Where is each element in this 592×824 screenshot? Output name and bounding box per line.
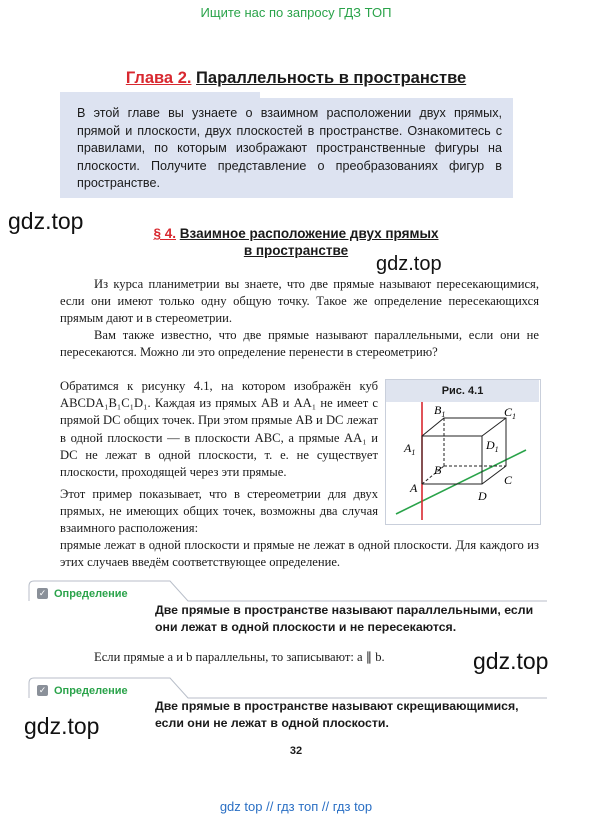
paragraph-2-text: Вам также известно, что две прямые называют параллельными, если они не пересекаются. Можно ли это определение перенести в стереометрию? xyxy=(60,328,539,360)
definition-1-header xyxy=(37,584,128,602)
bottom-banner[interactable]: gdz top // гдз топ // гдз top xyxy=(219,799,373,814)
page-number: 32 xyxy=(289,745,303,757)
label-C1: $C_1$ xyxy=(504,405,517,421)
cube-figure xyxy=(386,402,539,522)
paragraph-4a-text: Этот пример показывает, что в стереометрии для двух прямых, не имеющих общих точек, возможны два случая взаимного расположения: xyxy=(60,487,378,536)
section-number: § 4. xyxy=(153,226,177,241)
notation-line: Если прямые a и b параллельны, то записывают: a ∥ b. xyxy=(94,650,385,664)
figure-title: Рис. 4.1 xyxy=(386,380,539,402)
label-C: C xyxy=(504,473,513,487)
definition-1-label: Определение xyxy=(54,588,128,600)
cube-edge xyxy=(482,418,506,436)
section-heading xyxy=(0,225,592,259)
label-D: D xyxy=(478,489,487,503)
paragraph-3 xyxy=(60,378,378,481)
label-B: B xyxy=(434,463,442,477)
top-banner: Ищите нас по запросу ГДЗ ТОП xyxy=(200,5,392,20)
watermark: gdz.top xyxy=(24,713,100,739)
paragraph-4b: прямые лежат в одной плоскости и прямые не лежат в одной плоскости. Для каждого из этих случаев введём соответствующее определение. xyxy=(60,538,539,570)
watermark: gdz.top xyxy=(8,208,84,234)
paragraph-4a xyxy=(60,486,378,538)
definition-2-header xyxy=(37,681,128,699)
label-D1: $D_1$ xyxy=(486,438,499,454)
paragraph-2 xyxy=(60,327,539,361)
paragraph-1-text: Из курса планиметрии вы знаете, что две прямые называют пересекающимися, если они имеют только одну общую точку. Такое же определение пересекающихся прямым дают и в стереометрии. xyxy=(60,277,539,326)
section-title-line1: Взаимное расположение двух прямых xyxy=(179,226,439,241)
check-icon: ✓ xyxy=(38,684,47,695)
label-B1: $B_1$ xyxy=(434,403,446,419)
label-A: A xyxy=(410,481,418,495)
section-title-line2: в пространстве xyxy=(243,243,349,258)
definition-2-label: Определение xyxy=(54,685,128,697)
intro-text: В этой главе вы узнаете о взаимном расположении двух прямых, прямой и плоскости, двух плоскостей в пространстве. Ознакомитесь с правилами, по которым изображают пространственные фигуры на плоскости. Получите представление о преобразованиях фигур в пространстве. xyxy=(77,106,502,190)
chapter-heading xyxy=(0,69,592,88)
watermark: gdz.top xyxy=(376,253,442,275)
paragraph-3-text: Обратимся к рисунку 4.1, на котором изображён куб ABCDA₁B₁C₁D₁. Каждая из прямых AB и AA₁ не имеет с прямой DC общих точек. При этом прямые AB и DC лежат в одной плоскости — в плоскости ABC, а прямые AA₁ и DC не лежат в одной плоскости, т. е. не существует плоскости, проходящей через эти прямые. xyxy=(60,379,378,480)
paragraph-1 xyxy=(60,276,539,328)
chapter-number: Глава 2. xyxy=(125,69,192,87)
definition-2-text: Две прямые в пространстве называют скрещивающимися, если они не лежат в одной плоскости. xyxy=(155,699,519,730)
label-A1: $A_1$ xyxy=(404,441,416,457)
watermark: gdz.top xyxy=(473,648,549,674)
chapter-title: Параллельность в пространстве xyxy=(196,69,467,87)
definition-1-text: Две прямые в пространстве называют параллельными, если они лежат в одной плоскости и не пересекаются. xyxy=(155,603,534,634)
check-icon: ✓ xyxy=(38,587,47,598)
